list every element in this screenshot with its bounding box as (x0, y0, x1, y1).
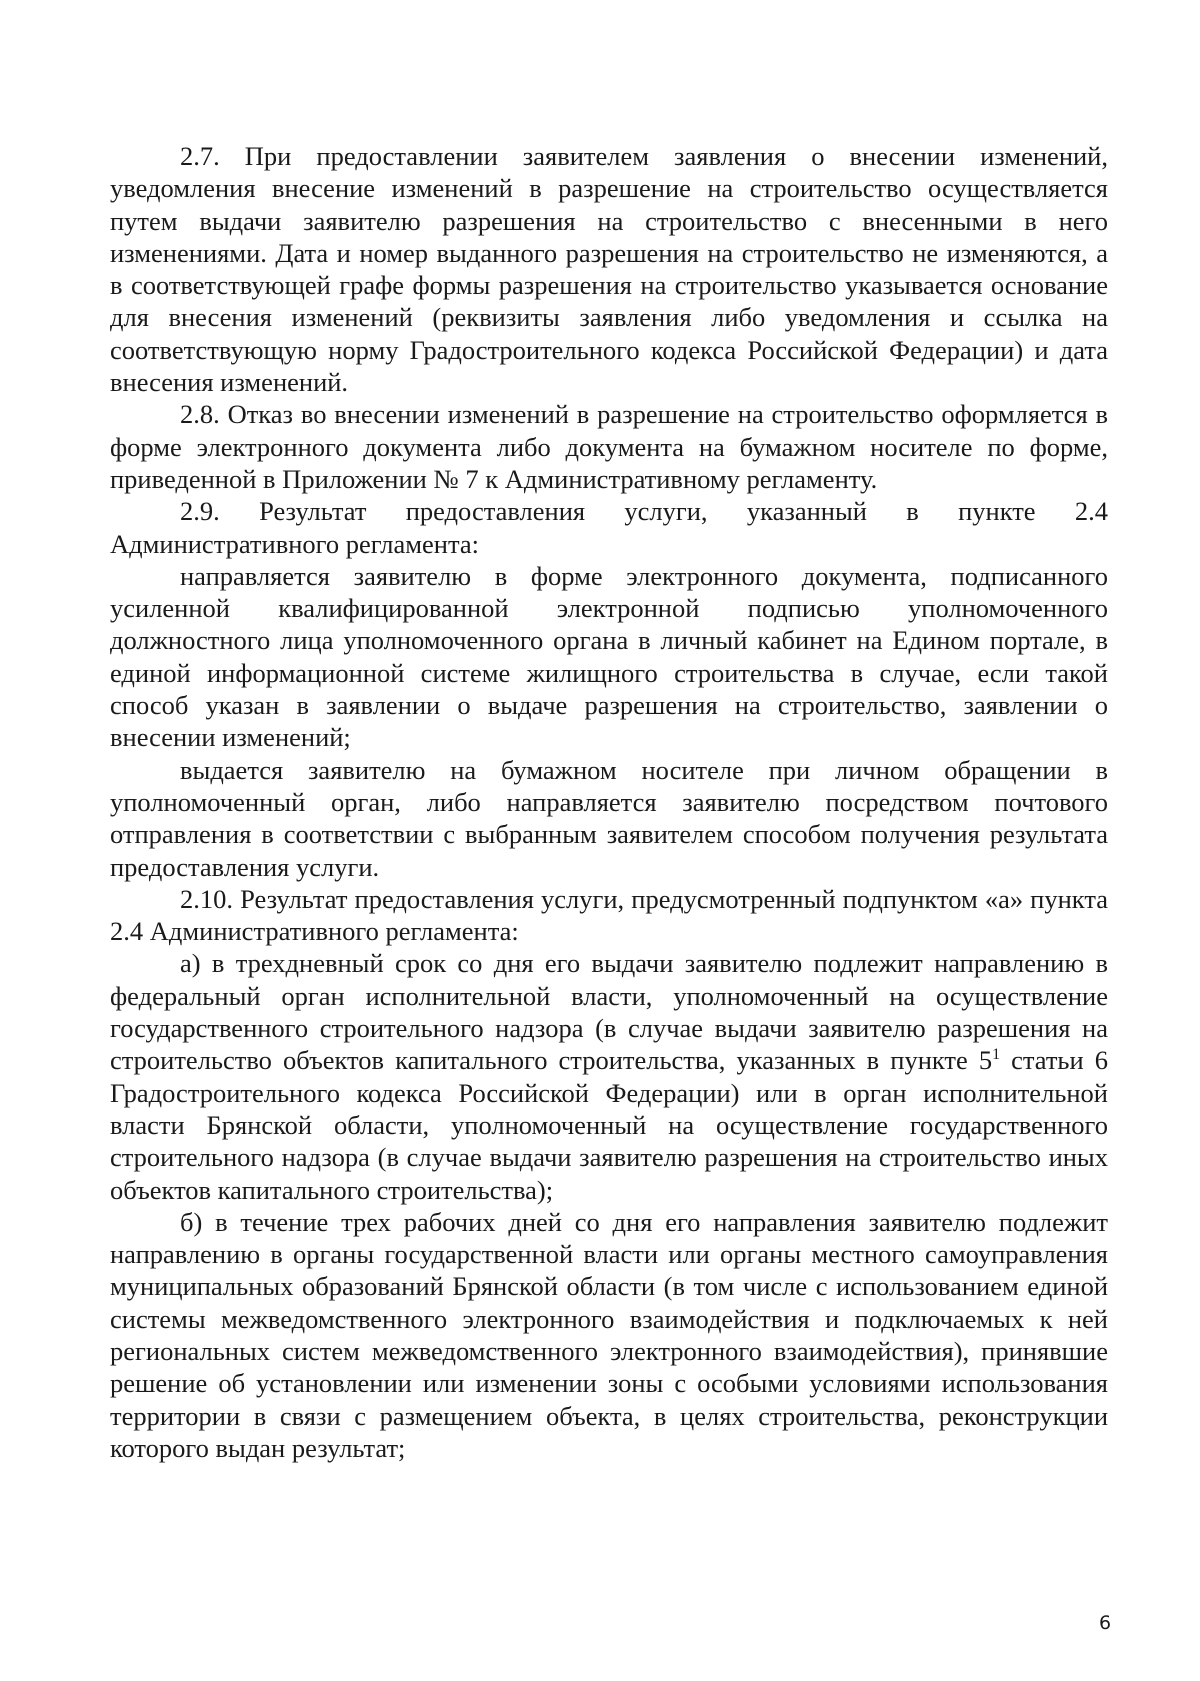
paragraph-2-9-paper: выдается заявителю на бумажном носителе при личном обращении в уполномоченный орган, либо направляется заявителю посредством почтового отправления в соответствии с выбранным заявителем способом получения результата предоставления услуги. (110, 754, 1108, 882)
document-body (110, 140, 1108, 1464)
paragraph-2-10-a-text-cont: статьи 6 Градостроительного кодекса Российской Федерации) или в орган исполнительной власти Брянской области, уполномоченный на осуществление государственного строительного надзора (в случае выдачи заявителю разрешения на строительство иных объектов капитального строительства); (110, 1045, 1109, 1205)
paragraph-2-10-a (110, 947, 1108, 1205)
paragraph-2-10-b: б) в течение трех рабочих дней со дня его направления заявителю подлежит направлению в органы государственной власти или органы местного самоуправления муниципальных образований Брянской области (в том числе с использованием единой системы межведомственного электронного взаимодействия и подключаемых к ней региональных систем межведомственного электронного взаимодействия), принявшие решение об установлении или изменении зоны с особыми условиями использования территории в связи с размещением объекта, в целях строительства, реконструкции которого выдан результат; (110, 1206, 1108, 1463)
paragraph-2-10: 2.10. Результат предоставления услуги, предусмотренный подпунктом «а» пункта 2.4 Административного регламента: (110, 883, 1108, 947)
paragraph-2-7: 2.7. При предоставлении заявителем заявления о внесении изменений, уведомления внесение изменений в разрешение на строительство осуществляется путем выдачи заявителю разрешения на строительство с внесенными в него изменениями. Дата и номер выданного разрешения на строительство не изменяются, а в соответствующей графе формы разрешения на строительство указывается основание для внесения изменений (реквизиты заявления либо уведомления и ссылка на соответствующую норму Градостроительного кодекса Российской Федерации) и дата внесения изменений. (110, 141, 1108, 398)
paragraph-2-9-electronic: направляется заявителю в форме электронного документа, подписанного усиленной квалифицированной электронной подписью уполномоченного должностного лица уполномоченного органа в личный кабинет на Едином портале, в единой информационной системе жилищного строительства в случае, если такой способ указан в заявлении о выдаче разрешения на строительство, заявлении о внесении изменений; (110, 560, 1108, 753)
paragraph-2-9: 2.9. Результат предоставления услуги, указанный в пункте 2.4 Административного регламента: (110, 496, 1108, 559)
page-number: 6 (1098, 1612, 1112, 1634)
superscript-marker: 1 (992, 1046, 1001, 1064)
paragraph-2-10-a-text: а) в трехдневный срок со дня его выдачи заявителю подлежит направлению в федеральный орган исполнительной власти, уполномоченный на осуществление государственного строительного надзора (в случае выдачи заявителю разрешения на строительство объектов капитального строительства, указанных в пункте 5 (110, 948, 1108, 1076)
paragraph-2-8: 2.8. Отказ во внесении изменений в разрешение на строительство оформляется в форме электронного документа либо документа на бумажном носителе по форме, приведенной в Приложении № 7 к Административному регламенту. (110, 399, 1108, 494)
